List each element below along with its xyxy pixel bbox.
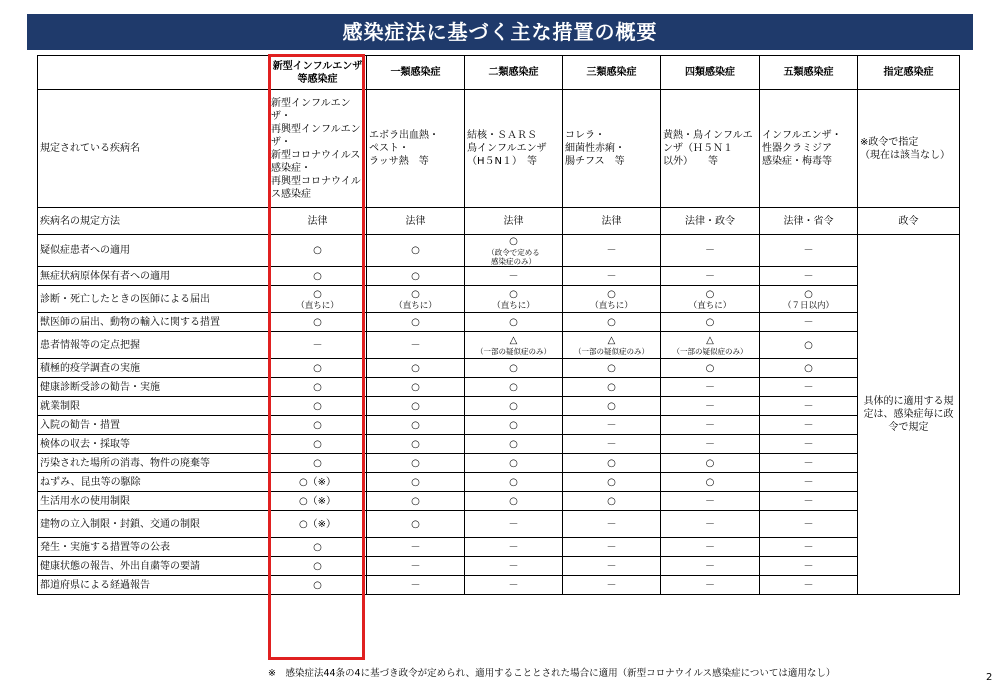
measure-cell (661, 332, 760, 359)
measure-mark: － (606, 419, 617, 431)
measure-mark: ○ (804, 288, 813, 300)
measure-cell (465, 538, 563, 557)
measure-cell (367, 313, 465, 332)
measure-mark: ○ (804, 339, 813, 351)
measure-mark: － (705, 579, 715, 591)
measure-cell (269, 359, 367, 378)
measure-mark: ○ (705, 362, 715, 374)
measure-mark: △ (706, 335, 714, 346)
measure-cell (367, 267, 465, 286)
measure-cell (760, 473, 858, 492)
measure-mark: － (410, 541, 421, 553)
measure-mark: ○ (607, 362, 616, 374)
row-label: 積極的疫学調査の実施 (38, 359, 269, 378)
measure-note: （一部の疑似症のみ） (574, 347, 649, 356)
measure-cell (661, 435, 760, 454)
measure-cell (269, 332, 367, 359)
disease-cell: 新型インフルエンザ・ 再興型インフルエンザ・ 新型コロナウイルス感染症・ 再興型コロナウイルス感染症 (269, 90, 367, 208)
measure-row (38, 492, 960, 511)
measures-table (37, 55, 960, 595)
measure-note: （一部の疑似症のみ） (672, 347, 748, 356)
measure-note: （一部の疑似症のみ） (476, 347, 551, 356)
measure-mark: ○ (313, 541, 322, 553)
measure-mark: － (606, 245, 617, 256)
measure-cell (367, 397, 465, 416)
measure-note: （直ちに） (492, 300, 535, 311)
measure-mark: ○ (607, 400, 616, 412)
measure-cell (563, 267, 661, 286)
measure-cell (465, 473, 563, 492)
measure-cell (465, 435, 563, 454)
measure-cell (563, 511, 661, 538)
measure-cell (661, 538, 760, 557)
measure-cell (269, 538, 367, 557)
row-label: 健康状態の報告、外出自粛等の要請 (38, 557, 269, 576)
measure-cell (367, 557, 465, 576)
measure-cell (465, 313, 563, 332)
measure-cell (269, 511, 367, 538)
measure-row (38, 286, 960, 313)
measure-cell (465, 286, 563, 313)
measure-mark: － (508, 518, 519, 530)
measure-mark: － (705, 419, 715, 431)
measure-cell (760, 454, 858, 473)
measure-mark: ○（※） (298, 495, 337, 507)
designated-merged-cell: 具体的に適用する規定は、感染症毎に政令で規定 (858, 235, 960, 595)
row-label: 汚染された場所の消毒、物件の廃棄等 (38, 454, 269, 473)
measure-mark: ○ (411, 476, 420, 488)
measure-cell (661, 416, 760, 435)
measure-mark: － (312, 339, 323, 351)
measure-mark: － (410, 560, 421, 572)
measure-cell (465, 557, 563, 576)
measure-mark: ○ (313, 560, 322, 572)
measure-cell (367, 416, 465, 435)
measure-mark: △ (509, 335, 518, 346)
measure-cell (563, 378, 661, 397)
measure-cell (661, 397, 760, 416)
measure-mark: ○ (411, 270, 420, 282)
measure-cell (269, 267, 367, 286)
measure-row (38, 378, 960, 397)
row-label: 建物の立入制限・封鎖、交通の制限 (38, 511, 269, 538)
measure-mark: － (705, 438, 715, 450)
measure-cell (760, 267, 858, 286)
measure-cell (367, 538, 465, 557)
measure-mark: ○ (607, 381, 616, 393)
measure-cell (563, 286, 661, 313)
measure-cell (563, 492, 661, 511)
measure-mark: － (803, 579, 814, 591)
measure-cell (760, 576, 858, 595)
measure-cell (367, 454, 465, 473)
column-header: 三類感染症 (563, 56, 661, 90)
measure-mark: ○ (411, 245, 420, 256)
measure-mark: ○ (509, 419, 518, 431)
footnote: ※ 感染症法44条の4に基づき政令が定められ、適用することとされた場合に適用（新型コロナウイルス感染症については適用なし） (268, 668, 836, 679)
measure-mark: ○ (509, 362, 518, 374)
measure-mark: ○ (313, 270, 322, 282)
measure-cell (367, 511, 465, 538)
measure-mark: － (803, 316, 814, 328)
measure-mark: ○ (313, 316, 322, 328)
row-label: 患者情報等の定点把握 (38, 332, 269, 359)
measure-mark: △ (607, 335, 616, 346)
measure-row (38, 557, 960, 576)
measure-cell (269, 416, 367, 435)
measure-cell (760, 359, 858, 378)
measure-cell (661, 286, 760, 313)
measure-mark: － (803, 270, 814, 282)
measure-row (38, 511, 960, 538)
measure-mark: － (803, 457, 814, 469)
measure-cell (465, 416, 563, 435)
measure-cell (661, 511, 760, 538)
measure-mark: ○ (509, 476, 518, 488)
disease-cell: コレラ・ 細菌性赤痢・ 腸チフス 等 (563, 90, 661, 208)
measure-cell (760, 332, 858, 359)
method-cell: 政令 (858, 208, 960, 235)
row-label: 発生・実施する措置等の公表 (38, 538, 269, 557)
measure-cell (563, 557, 661, 576)
measure-cell (367, 235, 465, 267)
measure-cell (661, 473, 760, 492)
measure-mark: ○ (313, 419, 322, 431)
measure-mark: － (705, 541, 715, 553)
measure-cell (760, 397, 858, 416)
measure-mark: ○ (411, 288, 420, 300)
measure-mark: － (705, 518, 715, 530)
disease-cell: 黄熱・鳥インフルエンザ（Ｈ５Ｎ１ 以外） 等 (661, 90, 760, 208)
measure-note: （直ちに） (394, 300, 437, 311)
measure-cell (661, 576, 760, 595)
measure-mark: ○ (313, 457, 322, 469)
measure-mark: ○ (411, 362, 420, 374)
measure-cell (367, 359, 465, 378)
page-title: 感染症法に基づく主な措置の概要 (27, 14, 973, 50)
measure-mark: － (803, 541, 814, 553)
measure-row (38, 435, 960, 454)
measure-mark: － (803, 495, 814, 507)
column-header: 四類感染症 (661, 56, 760, 90)
measure-mark: ○ (804, 362, 813, 374)
measure-row (38, 313, 960, 332)
row-label: 就業制限 (38, 397, 269, 416)
measure-mark: ○ (607, 457, 616, 469)
measure-cell (563, 538, 661, 557)
measure-mark: ○ (313, 400, 322, 412)
page-number: 2 (986, 672, 993, 683)
measure-mark: － (508, 270, 519, 282)
measure-cell (661, 557, 760, 576)
measure-cell (367, 378, 465, 397)
measure-cell (563, 235, 661, 267)
measure-cell (465, 359, 563, 378)
measure-mark: ○ (313, 381, 322, 393)
measure-mark: － (705, 381, 715, 393)
method-cell: 法律 (269, 208, 367, 235)
measure-mark: － (606, 541, 617, 553)
measure-note: （政令で定める 感染症のみ） (487, 248, 540, 266)
measure-cell (465, 492, 563, 511)
measure-cell (661, 378, 760, 397)
measure-mark: ○ (705, 316, 715, 328)
measure-cell (367, 473, 465, 492)
measure-row (38, 416, 960, 435)
method-row (38, 208, 960, 235)
column-header: 新型インフルエンザ等感染症 (269, 56, 367, 90)
measure-cell (563, 332, 661, 359)
measure-row (38, 473, 960, 492)
disease-cell: エボラ出血熱・ ペスト・ ラッサ熱 等 (367, 90, 465, 208)
measure-row (38, 235, 960, 267)
measure-mark: ○ (411, 400, 420, 412)
measure-mark: － (508, 560, 519, 572)
measure-mark: ○ (313, 438, 322, 450)
column-header: 一類感染症 (367, 56, 465, 90)
measure-cell (465, 332, 563, 359)
measure-cell (760, 435, 858, 454)
measure-mark: ○ (509, 400, 518, 412)
measure-cell (269, 378, 367, 397)
measure-cell (269, 557, 367, 576)
measure-mark: ○ (607, 288, 616, 300)
measure-cell (760, 538, 858, 557)
measure-mark: ○ (509, 288, 518, 300)
measure-note: （直ちに） (688, 300, 732, 311)
measure-row (38, 454, 960, 473)
measure-mark: ○ (607, 476, 616, 488)
measure-cell (269, 454, 367, 473)
row-label: 健康診断受診の勧告・実施 (38, 378, 269, 397)
measure-mark: － (606, 518, 617, 530)
measure-cell (269, 397, 367, 416)
measure-cell (563, 435, 661, 454)
measure-cell (269, 492, 367, 511)
column-header: 二類感染症 (465, 56, 563, 90)
measure-mark: － (803, 476, 814, 488)
row-label: ねずみ、昆虫等の駆除 (38, 473, 269, 492)
row-label: 疾病名の規定方法 (38, 208, 269, 235)
measure-mark: ○ (509, 381, 518, 393)
measure-mark: ○ (411, 438, 420, 450)
measure-cell (760, 286, 858, 313)
measure-cell (563, 397, 661, 416)
measure-cell (465, 454, 563, 473)
measure-note: （直ちに） (296, 300, 339, 311)
measure-cell (465, 511, 563, 538)
measure-cell (367, 332, 465, 359)
measure-cell (269, 576, 367, 595)
measure-mark: － (803, 419, 814, 431)
measure-mark: － (705, 495, 715, 507)
method-cell: 法律 (367, 208, 465, 235)
measure-cell (661, 454, 760, 473)
measure-mark: － (410, 339, 421, 351)
measure-mark: － (606, 560, 617, 572)
measure-cell (269, 286, 367, 313)
measure-cell (760, 378, 858, 397)
measure-cell (367, 435, 465, 454)
method-cell: 法律・省令 (760, 208, 858, 235)
column-header: 五類感染症 (760, 56, 858, 90)
disease-names-row (38, 90, 960, 208)
measure-cell (367, 286, 465, 313)
measure-mark: ○ (705, 476, 715, 488)
measure-mark: ○ (705, 288, 715, 300)
measure-mark: － (803, 245, 814, 256)
measure-mark: ○（※） (298, 518, 337, 530)
measure-cell (563, 313, 661, 332)
method-cell: 法律・政令 (661, 208, 760, 235)
measure-cell (661, 235, 760, 267)
row-label: 獣医師の届出、動物の輸入に関する措置 (38, 313, 269, 332)
row-label: 疑似症患者への適用 (38, 235, 269, 267)
measure-cell (661, 492, 760, 511)
measure-mark: ○ (411, 495, 420, 507)
measure-cell (661, 359, 760, 378)
measure-mark: ○ (313, 288, 322, 300)
method-cell: 法律 (563, 208, 661, 235)
row-label: 都道府県による経過報告 (38, 576, 269, 595)
disease-cell: インフルエンザ・ 性器クラミジア 感染症・梅毒等 (760, 90, 858, 208)
measure-mark: ○ (705, 457, 715, 469)
measure-cell (661, 267, 760, 286)
header-corner (38, 56, 269, 90)
measure-mark: ○ (509, 236, 518, 247)
header-row (38, 56, 960, 90)
measure-mark: － (705, 400, 715, 412)
measure-cell (661, 313, 760, 332)
measure-mark: － (705, 270, 715, 282)
measure-cell (269, 313, 367, 332)
measure-mark: － (508, 579, 519, 591)
measure-mark: － (705, 560, 715, 572)
measure-cell (563, 473, 661, 492)
measure-cell (563, 454, 661, 473)
measure-mark: ○ (411, 419, 420, 431)
measure-mark: － (606, 270, 617, 282)
row-label: 無症状病原体保有者への適用 (38, 267, 269, 286)
row-label: 規定されている疾病名 (38, 90, 269, 208)
measure-mark: ○（※） (298, 476, 337, 488)
measure-cell (269, 235, 367, 267)
measure-mark: － (410, 579, 421, 591)
row-label: 診断・死亡したときの医師による届出 (38, 286, 269, 313)
measure-mark: ○ (607, 495, 616, 507)
measure-row (38, 576, 960, 595)
row-label: 生活用水の使用制限 (38, 492, 269, 511)
measure-mark: － (606, 579, 617, 591)
measure-mark: － (508, 541, 519, 553)
row-label: 検体の収去・採取等 (38, 435, 269, 454)
measure-mark: ○ (411, 316, 420, 328)
measure-mark: － (803, 438, 814, 450)
measure-cell (367, 576, 465, 595)
measure-cell (465, 378, 563, 397)
measure-mark: ○ (313, 245, 322, 256)
measure-cell (760, 416, 858, 435)
measure-mark: ○ (313, 362, 322, 374)
measure-cell (563, 576, 661, 595)
measure-mark: ○ (411, 518, 420, 530)
measure-mark: ○ (607, 316, 616, 328)
disease-cell: 結核・ＳＡＲＳ 鳥インフルエンザ （H５N１） 等 (465, 90, 563, 208)
measure-row (38, 538, 960, 557)
measure-cell (760, 511, 858, 538)
measure-mark: ○ (313, 579, 322, 591)
measure-mark: ○ (509, 316, 518, 328)
measure-mark: － (803, 381, 814, 393)
measure-mark: ○ (509, 495, 518, 507)
measure-mark: ○ (509, 438, 518, 450)
measure-row (38, 359, 960, 378)
measure-mark: － (705, 245, 715, 256)
measure-mark: － (803, 518, 814, 530)
measure-cell (465, 267, 563, 286)
measure-row (38, 267, 960, 286)
measure-mark: ○ (411, 457, 420, 469)
measure-cell (465, 235, 563, 267)
measure-mark: － (606, 438, 617, 450)
measure-cell (760, 492, 858, 511)
measure-note: （７日以内） (782, 300, 834, 311)
measure-cell (563, 416, 661, 435)
disease-cell: ※政令で指定 （現在は該当なし） (858, 90, 960, 208)
measure-cell (465, 576, 563, 595)
column-header: 指定感染症 (858, 56, 960, 90)
measure-cell (269, 473, 367, 492)
measure-row (38, 332, 960, 359)
measure-mark: ○ (509, 457, 518, 469)
measure-mark: － (803, 400, 814, 412)
row-label: 入院の勧告・措置 (38, 416, 269, 435)
measure-cell (760, 557, 858, 576)
method-cell: 法律 (465, 208, 563, 235)
measure-cell (760, 235, 858, 267)
measure-cell (367, 492, 465, 511)
measure-mark: ○ (411, 381, 420, 393)
measure-note: （直ちに） (590, 300, 633, 311)
measure-cell (760, 313, 858, 332)
measure-mark: － (803, 560, 814, 572)
measure-cell (563, 359, 661, 378)
measure-cell (465, 397, 563, 416)
measure-cell (269, 435, 367, 454)
measure-row (38, 397, 960, 416)
